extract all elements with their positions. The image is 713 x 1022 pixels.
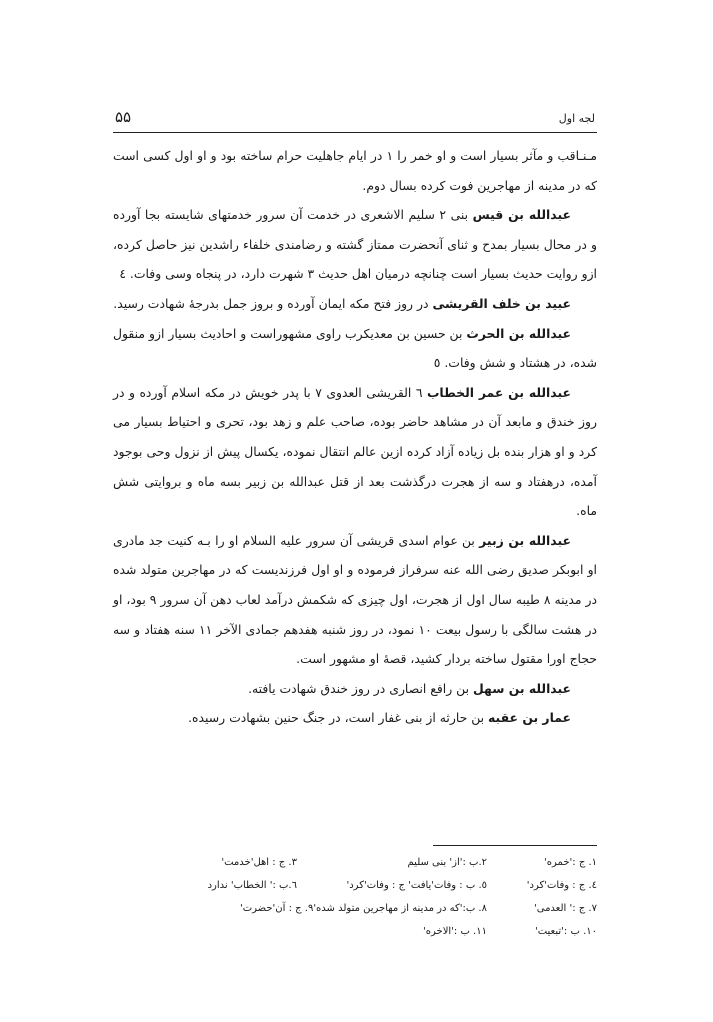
paragraph xyxy=(113,319,597,378)
paragraph-text: بن حارثه از بنى غفار است، در جنگ حنين بشهادت رسيده. xyxy=(188,710,489,726)
paragraph-text: بن رافع انصارى در روز خندق شهادت يافته. xyxy=(248,680,473,696)
footnote: ۷. ج :' العدمى' xyxy=(533,903,597,914)
paragraph xyxy=(113,289,597,319)
footnote: ۳. ج : اهل'خدمت' xyxy=(221,857,297,868)
footnote-divider xyxy=(433,845,597,846)
person-name: عبدالله بن زبير xyxy=(479,532,571,548)
paragraph xyxy=(113,703,597,733)
paragraph-text: در روز فتح مكه ايمان آورده و بروز جمل بدرجهٔ شهادت رسيد. xyxy=(113,295,433,311)
person-name: عبدالله بن عمر الخطاب xyxy=(426,384,571,400)
footnote-row xyxy=(113,874,597,897)
footnotes xyxy=(113,851,597,943)
paragraph-text: مـنـاقب و مآثر بسيار است و او خمر را ۱ در ايام جاهليت حرام ساخته بود و او اول كسى است كه در مدينه از مهاجرين فوت كرده بسال دوم. xyxy=(113,148,597,193)
paragraph-text: بن حسين بن معديكرب راوى مشهوراست و احاديث بسيار ازو منقول شده، در هشتاد و شش وفات. ٥ xyxy=(113,325,597,371)
paragraph xyxy=(113,674,597,704)
footnote-row xyxy=(113,851,597,874)
footnote: ۱۱. ب :'الاخره' xyxy=(423,926,487,937)
footnote: ٤. ج : وفات'كرد' xyxy=(526,880,597,891)
footnote-row xyxy=(113,920,597,943)
paragraph xyxy=(113,526,597,674)
person-name: عبدالله بن قيس xyxy=(472,207,571,223)
page-number: ۵۵ xyxy=(115,108,132,126)
footnote: ۱۰. ب :'تبعيت' xyxy=(534,926,597,937)
paragraph-text: بنى ۲ سليم الاشعرى در خدمت آن سرور خدمتهاى شايسته بجا آورده و در محال بسيار بمدح و ثناى آنحضرت ممتاز گشته و رضامندى خلفاء راشدين نيز حاصل كرده، ازو روايت حديث بسيار است چنانچه درميان اهل حديث ۳ شهرت دارد، در پنجاه وسى وفات. ٤ xyxy=(113,207,597,282)
paragraph xyxy=(113,141,597,200)
footnote-row xyxy=(113,897,597,920)
footnote: ٦.ب :' الخطاب' ندارد xyxy=(207,880,297,891)
running-title: لجه اول xyxy=(558,112,595,125)
paragraph-text: ٦ القريشى العدوى ۷ با پدر خويش در مكه اسلام آورده و در روز خندق و مابعد آن در مشاهد حاضر بوده، صاحب علم و زهد بود، تحرى و احتياط بسيار مى كرد و او هزار بنده بل زياده آزاد كرده ازين عالم انتقال نموده، يكسال پيش از نزول وحى بوجود آمده، درهفتاد و سه از هجرت درگذشت بعد از قتل عبدالله بن زبير بسه ماه و بروايتى شش ماه. xyxy=(113,384,597,519)
person-name: عبيد بن خلف القريشى xyxy=(432,295,571,311)
person-name: عبدالله بن سهل xyxy=(472,680,571,696)
person-name: عبدالله بن الحرث xyxy=(466,325,571,341)
paragraph xyxy=(113,200,597,289)
footnote: ٥. ب : وفات'يافت' ج : وفات'كرد' xyxy=(346,880,487,891)
footnote: ۸. ب:'كه در مدينه از مهاجرين متولد شده'۹. ج : آن'حضرت' xyxy=(239,903,487,914)
main-text xyxy=(113,141,597,733)
footnote: ۱. ج :'خمره' xyxy=(544,857,597,868)
person-name: عمار بن عقبه xyxy=(488,710,571,726)
paragraph xyxy=(113,378,597,526)
paragraph-text: بن عوام اسدى قريشى آن سرور عليه السلام او را بـه كنيت جد مادرى او ابوبكر صديق رضى الله عنه سرفراز فرموده و او اول فرزنديست كه در مهاجرين متولد شده در مدينه ۸ طيبه سال اول از هجرت، اول چيزى كه شكمش درآمد لعاب دهن آن سرور ۹ بود، او در هشت سالگى با رسول بيعت ۱۰ نمود، در روز شنبه هفدهم جمادى الآخر ۱۱ سنه هفتاد و سه حجاج اورا مقتول ساخته بردار كشيد، قصهٔ او مشهور است. xyxy=(113,532,597,667)
footnote: ۲.ب :'از' بنى سليم xyxy=(407,857,487,868)
page-header xyxy=(113,108,597,133)
